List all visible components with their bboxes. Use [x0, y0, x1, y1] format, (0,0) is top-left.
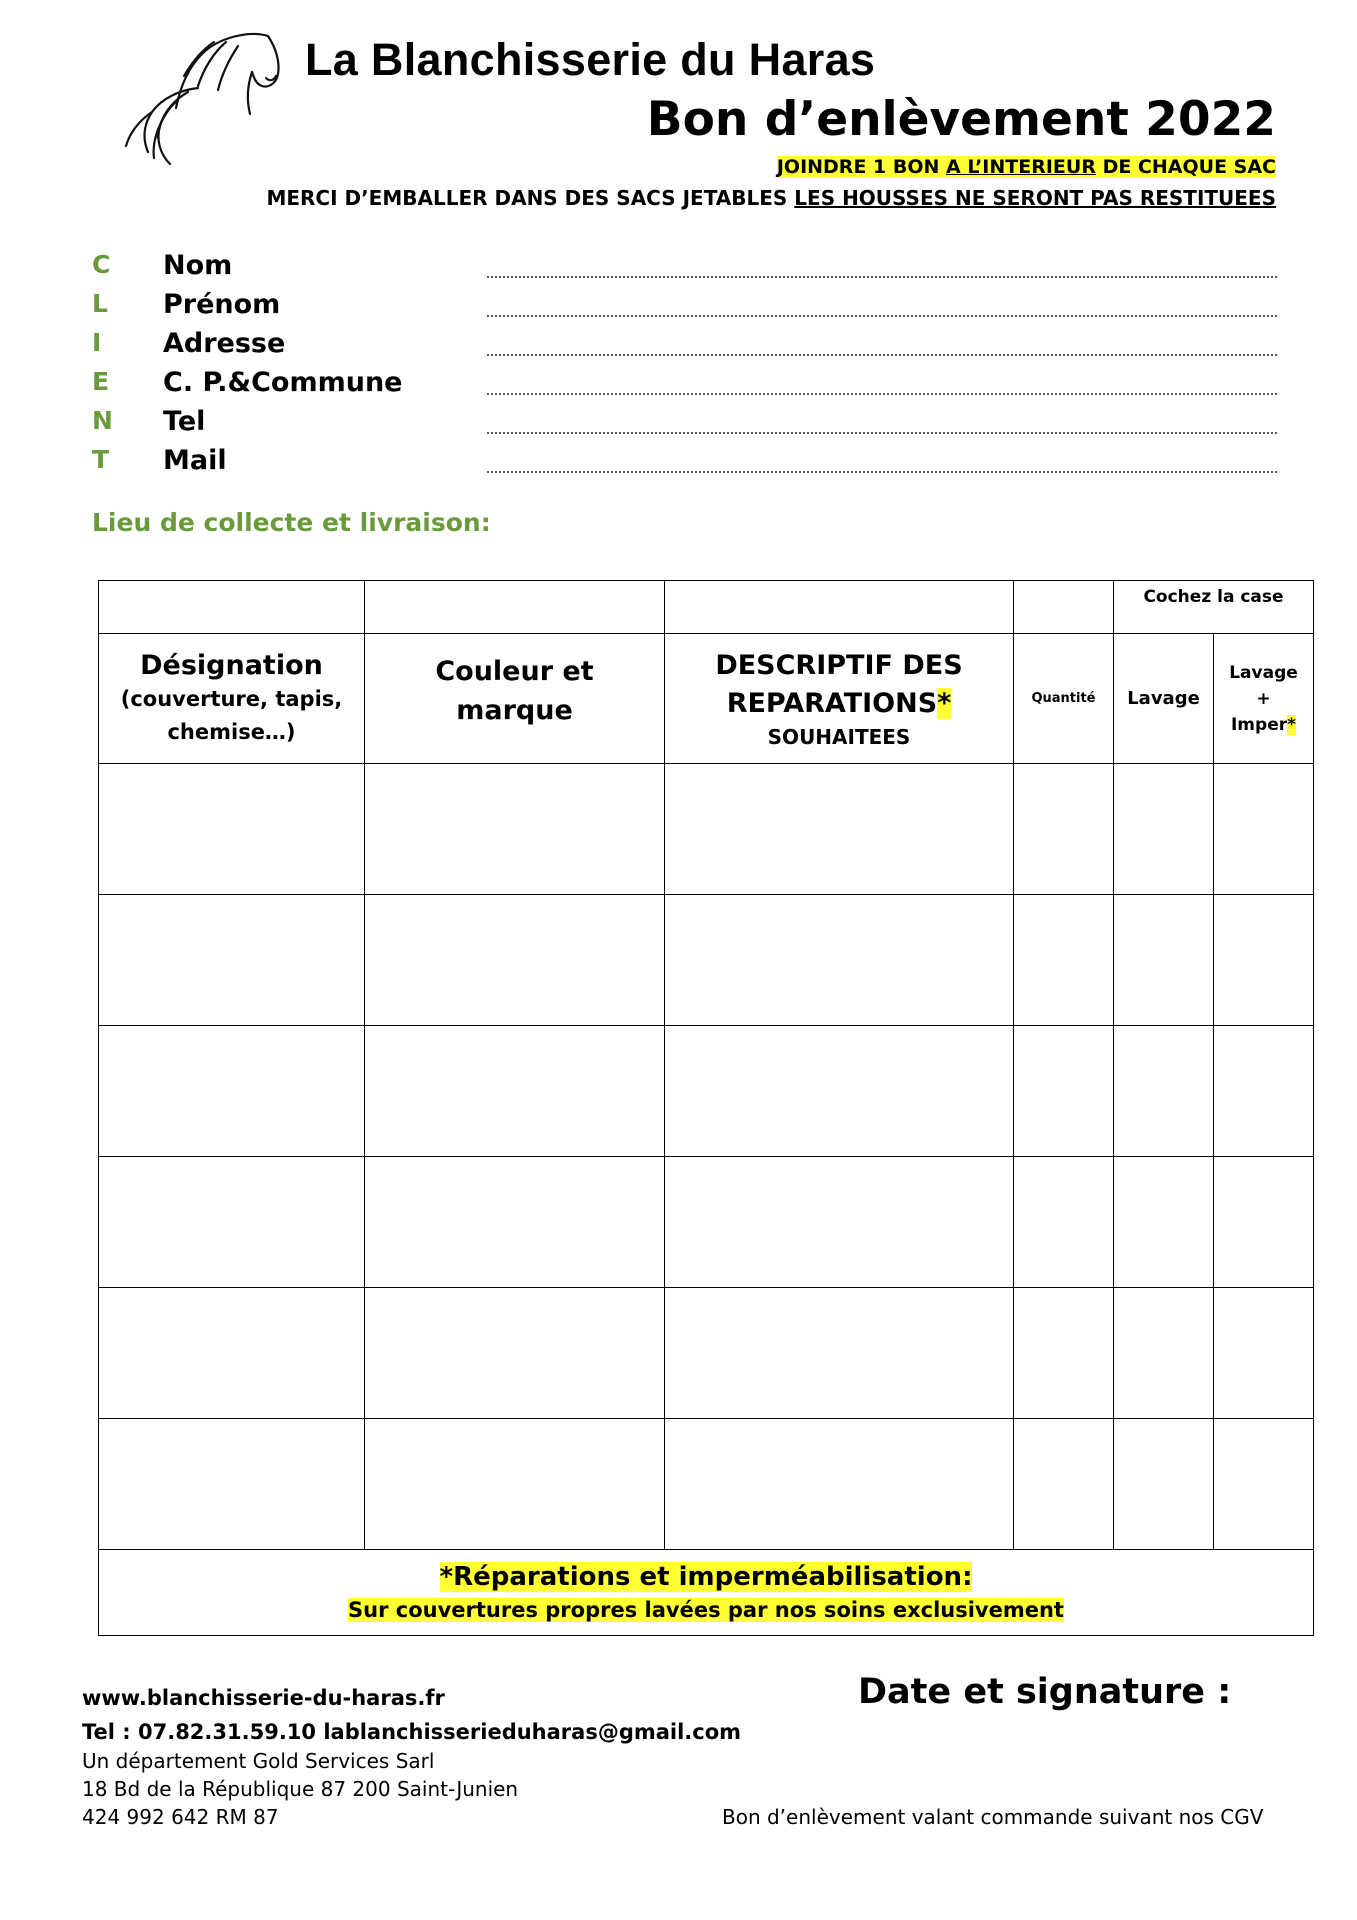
lavage-checkbox[interactable] — [1114, 764, 1214, 895]
client-field-label: Nom — [163, 250, 233, 281]
descriptif-cell[interactable] — [665, 1419, 1014, 1550]
couleur-cell[interactable] — [365, 1026, 665, 1157]
table-footnote-row — [99, 1550, 1314, 1636]
header-designation-title: Désignation — [140, 649, 323, 681]
client-row-mail — [0, 445, 1357, 484]
header-descriptif-reparations: REPARATIONS — [726, 687, 938, 719]
header-imper: Imper — [1230, 714, 1288, 735]
lavage-checkbox[interactable] — [1114, 1288, 1214, 1419]
client-field-input-line[interactable] — [487, 393, 1277, 395]
table-cell — [99, 581, 365, 634]
lavage-checkbox[interactable] — [1114, 1419, 1214, 1550]
client-field-input-line[interactable] — [487, 432, 1277, 434]
instruction-bag-part1: JOINDRE 1 BON — [776, 156, 947, 178]
designation-cell[interactable] — [99, 1157, 365, 1288]
instruction-packaging-part2: LES HOUSSES NE SERONT PAS RESTITUEES — [794, 186, 1276, 210]
client-letter: C — [92, 250, 111, 279]
footnote-cell — [99, 1550, 1314, 1636]
header-lavage: Lavage — [1114, 634, 1214, 764]
client-field-input-line[interactable] — [487, 276, 1277, 278]
lavage-imper-checkbox[interactable] — [1214, 1419, 1314, 1550]
client-row-prenom — [0, 289, 1357, 328]
client-row-adresse — [0, 328, 1357, 367]
header-descriptif — [665, 634, 1014, 764]
descriptif-cell[interactable] — [665, 764, 1014, 895]
client-row-tel — [0, 406, 1357, 445]
quantite-cell[interactable] — [1014, 764, 1114, 895]
asterisk-marker: * — [1287, 714, 1296, 735]
header-couleur-line2: marque — [456, 695, 573, 726]
company-address: 18 Bd de la République 87 200 Saint-Junien — [82, 1777, 519, 1801]
lavage-imper-checkbox[interactable] — [1214, 1026, 1314, 1157]
footnote-line2: Sur couvertures propres lavées par nos soins exclusivement — [348, 1597, 1064, 1622]
lavage-checkbox[interactable] — [1114, 1157, 1214, 1288]
header-descriptif-line2 — [665, 685, 1013, 723]
company-rm: 424 992 642 RM 87 — [82, 1805, 279, 1829]
table-cell — [1014, 581, 1114, 634]
company-name: La Blanchisserie du Haras — [305, 34, 876, 85]
header-lavage-imper-line1: Lavage — [1229, 662, 1298, 683]
website-link[interactable]: www.blanchisserie-du-haras.fr — [82, 1686, 445, 1710]
header-designation — [99, 634, 365, 764]
table-row — [99, 895, 1314, 1026]
client-letter: T — [92, 445, 110, 474]
instruction-packaging-part1: MERCI D’EMBALLER DANS DES SACS JETABLES — [266, 186, 795, 210]
header-lavage-imper-line3 — [1214, 712, 1313, 738]
client-field-label: Prénom — [163, 289, 281, 320]
designation-cell[interactable] — [99, 1419, 365, 1550]
cochez-label: Cochez la case — [1114, 581, 1314, 634]
table-row — [99, 1419, 1314, 1550]
instruction-bag — [777, 156, 1276, 178]
designation-cell[interactable] — [99, 764, 365, 895]
company-department: Un département Gold Services Sarl — [82, 1749, 435, 1773]
couleur-cell[interactable] — [365, 1419, 665, 1550]
header-descriptif-line1: DESCRIPTIF DES — [715, 649, 963, 681]
client-field-label: C. P.&Commune — [163, 367, 403, 398]
lavage-checkbox[interactable] — [1114, 895, 1214, 1026]
header-designation-sub1: (couverture, tapis, — [120, 686, 343, 711]
date-signature-label: Date et signature : — [858, 1672, 1232, 1712]
table-header-row — [99, 634, 1314, 764]
table-row — [99, 1157, 1314, 1288]
client-field-input-line[interactable] — [487, 315, 1277, 317]
client-letter: L — [92, 289, 108, 318]
client-field-label: Mail — [163, 445, 227, 476]
contact-info[interactable]: Tel : 07.82.31.59.10 lablanchisserieduharas@gmail.com — [82, 1720, 742, 1744]
quantite-cell[interactable] — [1014, 1026, 1114, 1157]
items-table — [98, 580, 1314, 1636]
footnote-line2-wrap — [99, 1594, 1313, 1626]
footnote-line1: *Réparations et imperméabilisation: — [439, 1561, 973, 1592]
designation-cell[interactable] — [99, 895, 365, 1026]
horse-logo — [118, 28, 288, 173]
descriptif-cell[interactable] — [665, 1288, 1014, 1419]
table-top-row — [99, 581, 1314, 634]
quantite-cell[interactable] — [1014, 1288, 1114, 1419]
table-row — [99, 1026, 1314, 1157]
quantite-cell[interactable] — [1014, 895, 1114, 1026]
header-descriptif-line3: SOUHAITEES — [767, 724, 911, 749]
couleur-cell[interactable] — [365, 1288, 665, 1419]
descriptif-cell[interactable] — [665, 1157, 1014, 1288]
instruction-bag-part2: A L’INTERIEUR — [946, 156, 1096, 178]
couleur-cell[interactable] — [365, 895, 665, 1026]
header-couleur — [365, 634, 665, 764]
lieu-label: Lieu de collecte et livraison: — [92, 508, 491, 537]
lavage-imper-checkbox[interactable] — [1214, 1288, 1314, 1419]
header-quantite: Quantité — [1014, 634, 1114, 764]
client-letter: N — [92, 406, 113, 435]
descriptif-cell[interactable] — [665, 895, 1014, 1026]
quantite-cell[interactable] — [1014, 1419, 1114, 1550]
lavage-checkbox[interactable] — [1114, 1026, 1214, 1157]
header-designation-sub2: chemise…) — [167, 719, 296, 744]
table-row — [99, 764, 1314, 895]
header-lavage-imper — [1214, 634, 1314, 764]
client-row-nom — [0, 250, 1357, 289]
client-field-input-line[interactable] — [487, 471, 1277, 473]
couleur-cell[interactable] — [365, 1157, 665, 1288]
designation-cell[interactable] — [99, 1026, 365, 1157]
client-row-commune — [0, 367, 1357, 406]
header-couleur-line1: Couleur et — [435, 656, 594, 687]
client-letter: E — [92, 367, 110, 396]
asterisk-marker: * — [937, 687, 952, 719]
client-field-label: Tel — [163, 406, 206, 437]
lavage-imper-checkbox[interactable] — [1214, 1157, 1314, 1288]
quantite-cell[interactable] — [1014, 1157, 1114, 1288]
descriptif-cell[interactable] — [665, 1026, 1014, 1157]
client-letter: I — [92, 328, 102, 357]
table-row — [99, 1288, 1314, 1419]
lavage-imper-checkbox[interactable] — [1214, 764, 1314, 895]
couleur-cell[interactable] — [365, 764, 665, 895]
form-title: Bon d’enlèvement 2022 — [646, 92, 1276, 147]
client-field-label: Adresse — [163, 328, 286, 359]
client-field-input-line[interactable] — [487, 354, 1277, 356]
instruction-packaging — [266, 186, 1276, 210]
footnote-line1-wrap — [99, 1560, 1313, 1594]
lavage-imper-checkbox[interactable] — [1214, 895, 1314, 1026]
designation-cell[interactable] — [99, 1288, 365, 1419]
table-cell — [365, 581, 665, 634]
header-lavage-imper-line2: + — [1256, 688, 1271, 709]
cgv-note: Bon d’enlèvement valant commande suivant nos CGV — [722, 1805, 1264, 1829]
table-cell — [665, 581, 1014, 634]
instruction-bag-part3: DE CHAQUE SAC — [1095, 156, 1276, 178]
